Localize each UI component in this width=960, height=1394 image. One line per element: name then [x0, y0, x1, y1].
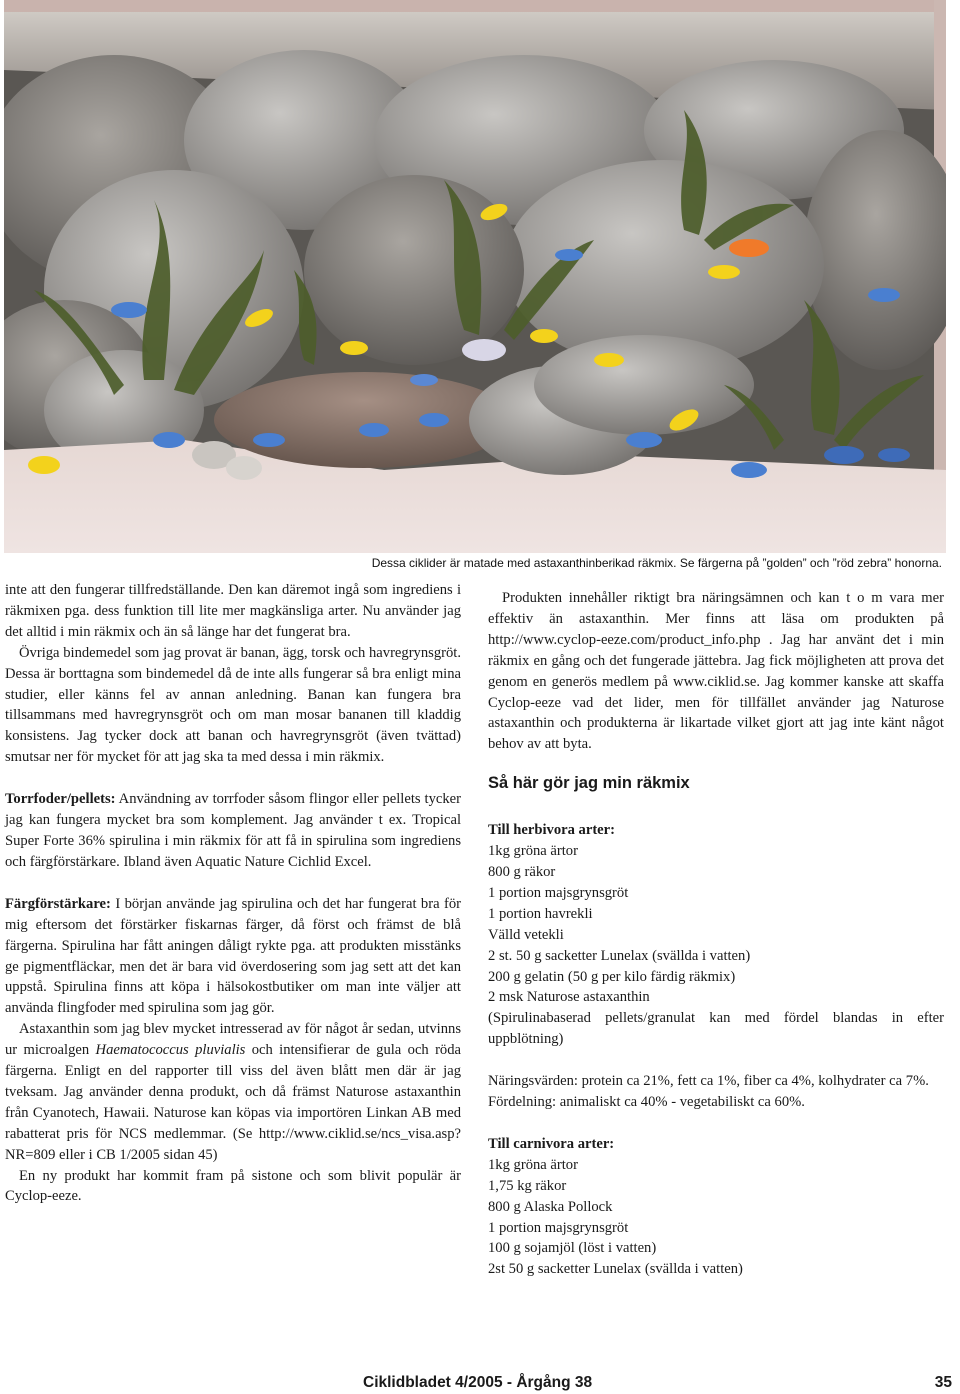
- list-item: 1kg gröna ärtor: [488, 1156, 578, 1173]
- photo-caption: Dessa ciklider är matade med astaxanthinberikad räkmix. Se färgerna på ”golden” och ”röd zebra” honorna.: [371, 556, 942, 570]
- list-item: 200 g gelatin (50 g per kilo färdig räkmix): [488, 968, 736, 985]
- list-item: 800 g räkor: [488, 863, 556, 880]
- section-heading: Så här gör jag min räkmix: [488, 774, 690, 793]
- list-item: 800 g Alaska Pollock: [488, 1198, 613, 1215]
- herbivora-title: Till herbivora arter:: [488, 822, 615, 839]
- list-item: 1 portion havrekli: [488, 905, 593, 922]
- torrfoder-text: Användning av torrfoder såsom flingor eller pellets tycker jag kan fungera mycket bra som komplement. Jag använder t ex. Tropical Super Forte 36% spirulina i min räkmix för att få in spirulina som ingrediens och färgförstärkare. Ibland även Aquatic Nature Cichlid Excel.: [5, 791, 461, 870]
- list-item: 1,75 kg räkor: [488, 1177, 567, 1194]
- herbivora-list: [488, 841, 944, 1050]
- list-item: (Spirulinabaserad pellets/granulat kan med fördel blandas in efter uppblötning): [488, 1010, 944, 1048]
- list-item: Välld vetekli: [488, 926, 564, 943]
- list-item: 100 g sojamjöl (löst i vatten): [488, 1240, 657, 1257]
- left-paragraph-6: En ny produkt har kommit fram på sistone och som blivit populär är Cyclop-eeze.: [5, 1167, 461, 1205]
- magazine-title: Ciklidbladet 4/2005 - Årgång 38: [363, 1374, 593, 1391]
- fargforstarkare-text: I början använde jag spirulina och det har fungerat bra för mig eftersom det förstärker fiskarnas färger, då först och främst de blå färgerna. Spirulina har fått aningen dåligt rykte pga. att produkten misstänks ge pigmentfläckar, men det är bara vid överdosering som jag sett att det kan uppstå. Spirulina finns att köpa i hälsokostbutiker om man inte väljer att använda flingfoder med spirulina som jag gör.: [5, 895, 461, 1017]
- list-item: 1 portion majsgrynsgröt: [488, 884, 629, 901]
- page-number: 35: [934, 1374, 952, 1391]
- left-paragraph-3: [5, 789, 461, 873]
- carnivora-list: [488, 1155, 944, 1280]
- right-paragraph-1: Produkten innehåller riktigt bra näringsämnen och kan t o m vara mer effektiv än astaxanthin. Mer finns att läsa om produkten på http://www.cyclop-eeze.com/product_info.php . Jag har använt det i min räkmix en gång och det fungerade jättebra. Jag fick möjligheten att prova det genom en generös medlem på www.ciklid.se. Jag kommer kanske att skaffa Cyclop-eeze vad det lider, men för tillfället använder jag Naturose astaxanthin och produkterna är likartade vilket gjort att jag inte känt något behov av att byta.: [488, 590, 944, 753]
- carnivora-title: Till carnivora arter:: [488, 1135, 615, 1152]
- species-name: Haematococcus pluvialis: [95, 1042, 246, 1059]
- left-paragraph-2: Övriga bindemedel som jag provat är banan, ägg, torsk och havregrynsgröt. Dessa är borttagna som bindemedel då de inte alls fungerar så bra enligt mina studier, eller känns fel av annan anledning. Banan kan fungera bra tillsammans med havregrynsgröt och om man mosar bananen till kladdig konsistens. Jag tycker dock att banan och havregrynsgröt (även tvättad) smutsar ner för mycket för att jag ska ta med dessa i min räkmix.: [5, 644, 461, 766]
- astaxanthin-text-a: Astaxanthin som jag blev mycket intresserad av för något år sedan, utvinns ur microalgen: [5, 1021, 461, 1059]
- aquarium-photo: [4, 0, 946, 553]
- list-item: 1kg gröna ärtor: [488, 843, 578, 860]
- list-item: 2 msk Naturose astaxanthin: [488, 989, 650, 1006]
- left-paragraph-1: inte att den fungerar tillfredställande. Den kan däremot ingå som ingrediens i räkmixen pga. dess funktion till lite mer magkänsliga arter. Nu använder jag det alltid i min räkmix och än så länge har det fungerat bra.: [5, 582, 461, 640]
- astaxanthin-text-b: och intensifierar de gula och röda färgerna. Enligt en del rapporter till viss del även blått men där är jag tveksam. Jag använder denna produkt, och då främst Naturose astaxanthin från Cyanotech, Hawaii. Naturose kan köpas via importören Linkan AB med rabatterat pris för NCS medlemmar. (Se http://www.ciklid.se/ncs_visa.asp?NR=809 eller i CB 1/2005 sidan 45): [5, 1042, 462, 1163]
- nutrition-values: Näringsvärden: protein ca 21%, fett ca 1%, fiber ca 4%, kolhydrater ca 7%.: [488, 1073, 929, 1090]
- distribution: Fördelning: animaliskt ca 40% - vegetabiliskt ca 60%.: [488, 1094, 805, 1111]
- fargforstarkare-label: Färgförstärkare:: [5, 895, 111, 912]
- list-item: 1 portion majsgrynsgröt: [488, 1219, 629, 1236]
- list-item: 2 st. 50 g sacketter Lunelax (svällda i vatten): [488, 947, 751, 964]
- left-paragraph-5: [5, 1019, 461, 1165]
- left-paragraph-4: [5, 894, 461, 1019]
- torrfoder-label: Torrfoder/pellets:: [5, 791, 116, 808]
- list-item: 2st 50 g sacketter Lunelax (svällda i vatten): [488, 1261, 743, 1278]
- left-column: [5, 580, 461, 1207]
- right-column: [488, 588, 944, 1280]
